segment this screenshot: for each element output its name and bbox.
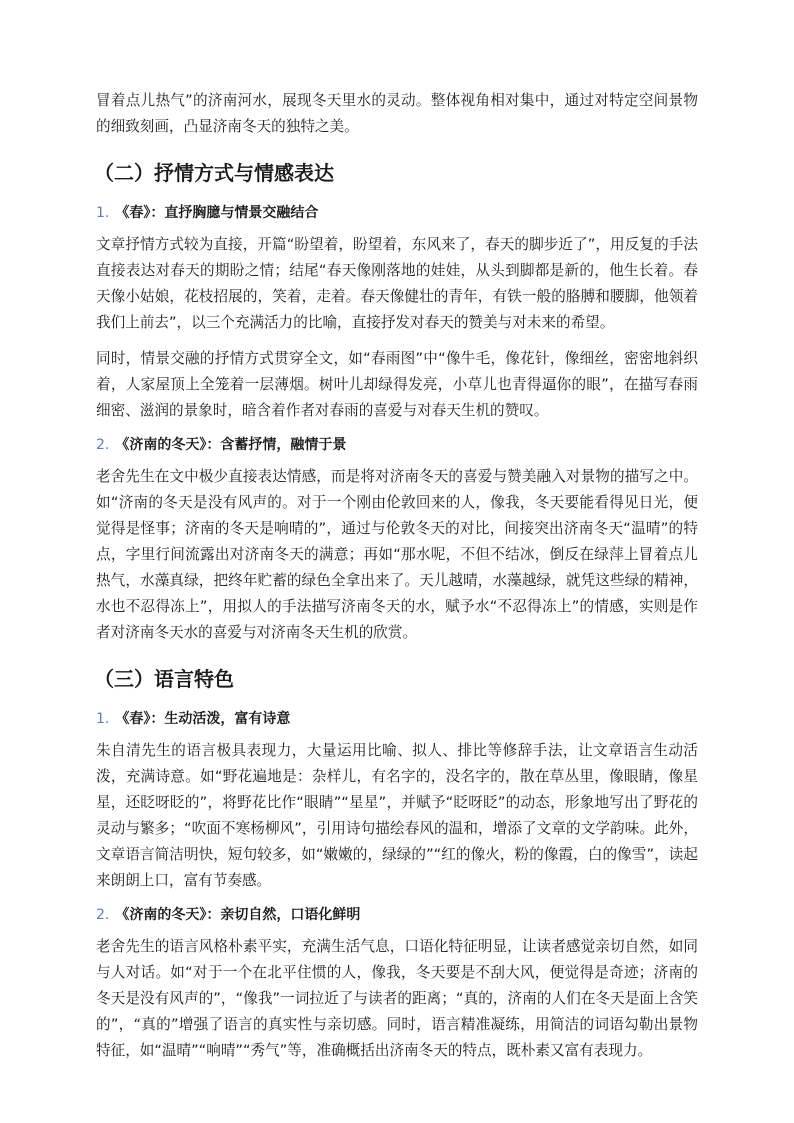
item-number: 2. bbox=[96, 907, 110, 923]
item-title: 《春》：生动活泼，富有诗意 bbox=[115, 711, 291, 727]
paragraph-2-1-2: 同时，情景交融的抒情方式贯穿全文，如“春雨图”中“像牛毛，像花针，像细丝，密密地斜织着，人家屋顶上全笼着一层薄烟。树叶儿却绿得发亮，小草儿也青得逼你的眼”，在描写春雨细密、滋润的景象时，暗含着作者对春雨的喜爱与对春天生机的赞叹。 bbox=[96, 350, 698, 419]
paragraph-3-2-1: 老舍先生的语言风格朴素平实，充满生活气息，口语化特征明显，让读者感觉亲切自然，如同与人对话。如“对于一个在北平住惯的人，像我，冬天要是不刮大风，便觉得是奇迹；济南的冬天是没有风声的”，“像我”一词拉近了与读者的距离；“真的，济南的人们在冬天是面上含笑的”，“真的”增强了语言的真实性与亲切感。同时，语言精准凝练，用简洁的词语勾勒出景物特征，如“温晴”“响晴”“秀气”等，准确概括出济南冬天的特点，既朴素又富有表现力。 bbox=[96, 938, 698, 1059]
section-heading-3: （三）语言特色 bbox=[94, 667, 234, 691]
item-heading-2-2 bbox=[96, 434, 698, 456]
paragraph-3-1-1: 朱自清先生的语言极具表现力，大量运用比喻、拟人、排比等修辞手法，让文章语言生动活泼，充满诗意。如“野花遍地是：杂样儿，有名字的，没名字的，散在草丛里，像眼睛，像星星，还眨呀眨的”，将野花比作“眼睛”“星星”，并赋予“眨呀眨”的动态，形象地写出了野花的灵动与繁多；“吹面不寒杨柳风”，引用诗句描绘春风的温和，增添了文章的文学韵味。此外，文章语言简洁明快，短句较多，如“嫩嫩的，绿绿的”“红的像火，粉的像霞，白的像雪”，读起来朗朗上口，富有节奏感。 bbox=[96, 742, 698, 889]
section-heading-2: （二）抒情方式与情感表达 bbox=[94, 161, 334, 185]
item-title: 《济南的冬天》：含蓄抒情，融情于景 bbox=[115, 437, 347, 453]
document-page bbox=[96, 88, 698, 1074]
item-title: 《春》：直抒胸臆与情景交融结合 bbox=[115, 205, 319, 221]
item-number: 1. bbox=[96, 205, 110, 221]
intro-paragraph: 冒着点儿热气”的济南河水，展现冬天里水的灵动。整体视角相对集中，通过对特定空间景物的细致刻画，凸显济南冬天的独特之美。 bbox=[96, 92, 698, 135]
item-heading-3-1 bbox=[96, 708, 698, 730]
item-heading-3-2 bbox=[96, 904, 698, 926]
paragraph-2-1-1: 文章抒情方式较为直接，开篇“盼望着，盼望着，东风来了，春天的脚步近了”，用反复的手法直接表达对春天的期盼之情；结尾“春天像刚落地的娃娃，从头到脚都是新的，他生长着。春天像小姑娘，花枝招展的，笑着，走着。春天像健壮的青年，有铁一般的胳膊和腰脚，他领着我们上前去”，以三个充满活力的比喻，直接抒发对春天的赞美与对未来的希望。 bbox=[96, 236, 698, 331]
item-heading-2-1 bbox=[96, 202, 698, 224]
item-title: 《济南的冬天》：亲切自然，口语化鲜明 bbox=[115, 907, 361, 923]
item-number: 2. bbox=[96, 437, 110, 453]
item-number: 1. bbox=[96, 711, 110, 727]
paragraph-2-2-1: 老舍先生在文中极少直接表达情感，而是将对济南冬天的喜爱与赞美融入对景物的描写之中。如“济南的冬天是没有风声的。对于一个刚由伦敦回来的人，像我，冬天要能看得见日光，便觉得是怪事；济南的冬天是响晴的”，通过与伦敦冬天的对比，间接突出济南冬天“温晴”的特点，字里行间流露出对济南冬天的满意；再如“那水呢，不但不结冰，倒反在绿萍上冒着点儿热气，水藻真绿，把终年贮蓄的绿色全拿出来了。天儿越晴，水藻越绿，就凭这些绿的精神，水也不忍得冻上”，用拟人的手法描写济南冬天的水，赋予水“不忍得冻上”的情感，实则是作者对济南冬天水的喜爱与对济南冬天生机的欣赏。 bbox=[96, 468, 698, 641]
